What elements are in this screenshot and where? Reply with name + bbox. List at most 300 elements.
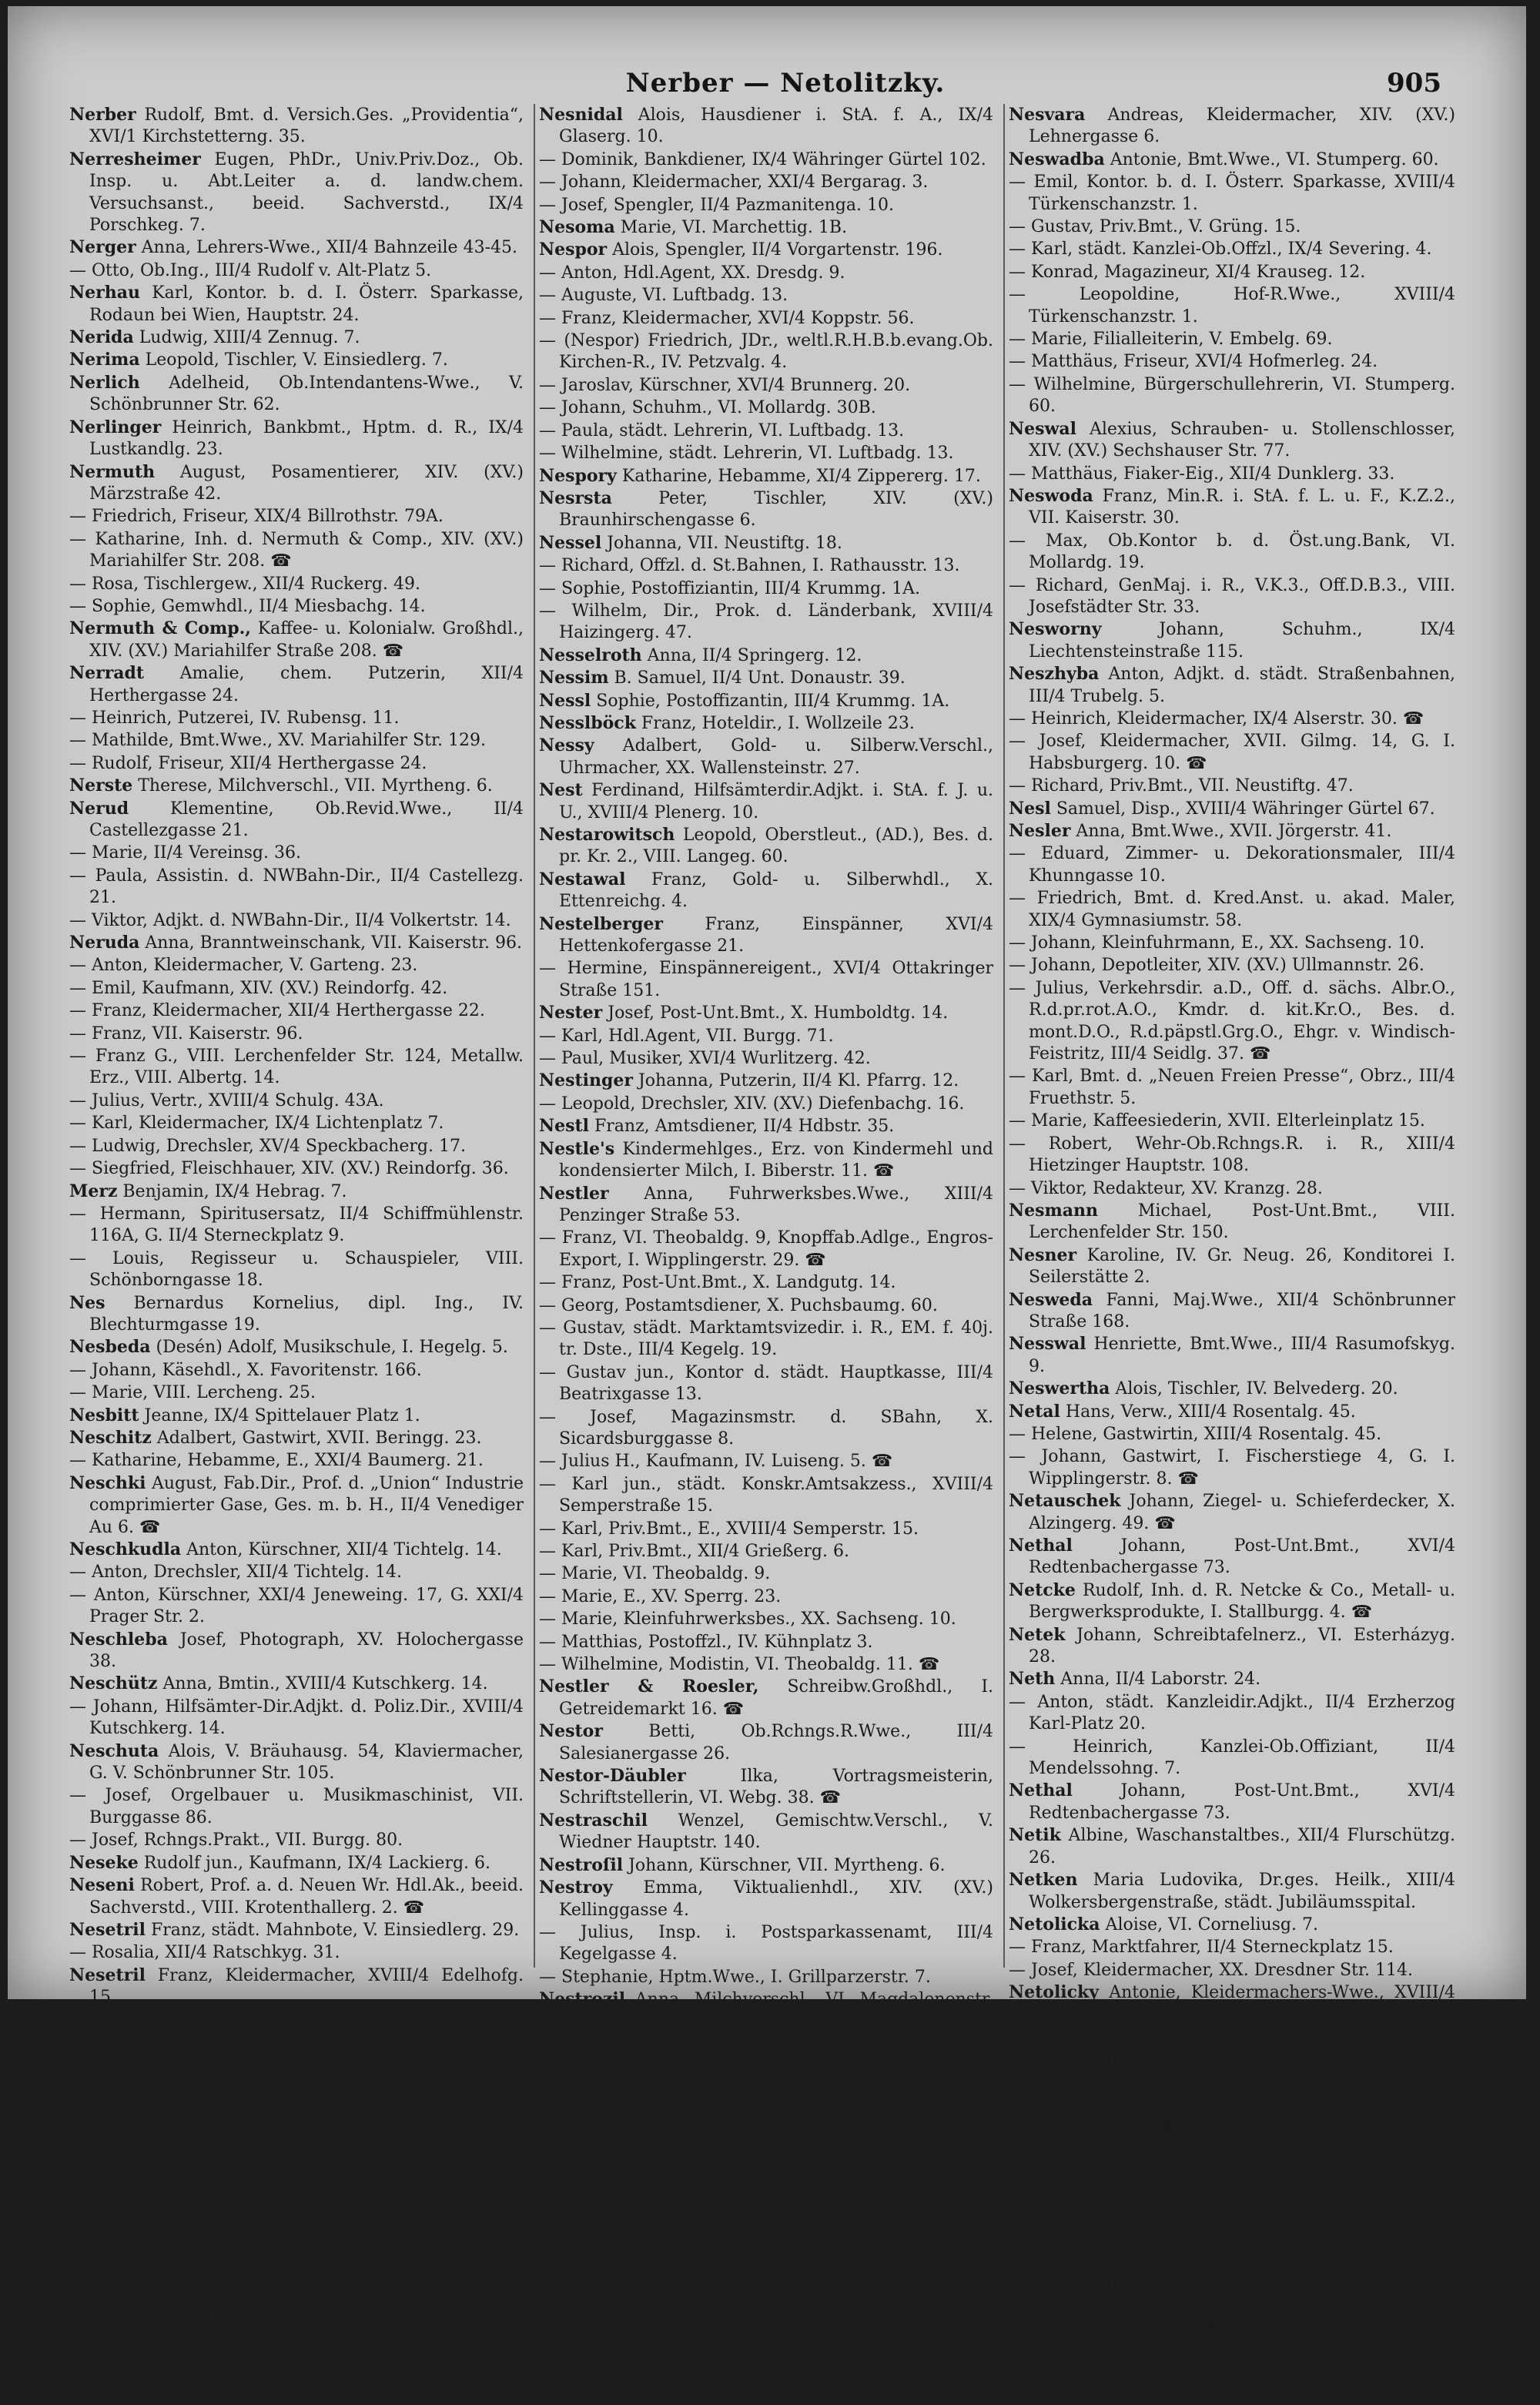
directory-entry bbox=[69, 1561, 524, 1583]
directory-entry bbox=[539, 1988, 993, 2033]
entry-details: — Stanislaus, Kanditenverschl., XX. Othmarg. 44. bbox=[1009, 2383, 1436, 2403]
directory-entry bbox=[69, 573, 524, 595]
entry-details: Franz, städt. Mahnbote, V. Einsiedlerg. 29. bbox=[145, 1920, 520, 1940]
entry-surname: Netolitzky bbox=[1009, 2161, 1106, 2182]
entry-details: — Johann jun., XIV. (XV.) Sechshauser Str. 68—70, Tapezierer- u. Sattlerzugehörverschl., XIV. (XV.) Braunhirscheng. 4. ☎ bbox=[1009, 2273, 1455, 2336]
entry-details: Franz, Hoteldir., I. Wollzeile 23. bbox=[635, 713, 915, 733]
entry-surname: Neschki bbox=[69, 1472, 146, 1493]
directory-entry bbox=[1009, 775, 1455, 797]
directory-entry bbox=[69, 1696, 524, 1740]
directory-entry bbox=[69, 1359, 524, 1382]
directory-entry bbox=[539, 1070, 993, 1092]
entry-details: — Max, Ob.Kontor b. d. Öst.ung.Bank, VI. Mollardg. 19. bbox=[1009, 531, 1455, 573]
entry-details: Franz, Amtsdiener, II/4 Hdbstr. 35. bbox=[589, 1117, 895, 1137]
directory-entry bbox=[69, 327, 524, 349]
entry-surname: Nesner bbox=[1009, 1244, 1077, 1265]
directory-entry bbox=[1009, 216, 1455, 238]
entry-surname: Nesbeda bbox=[69, 1337, 151, 1358]
entry-details: Johann, Kleidermacher, I. Stephansplatz 6. ☎ bbox=[559, 2057, 993, 2099]
directory-entry bbox=[1009, 2338, 1455, 2383]
directory-entry bbox=[1009, 373, 1455, 418]
entry-details: Johann, Post-Unt.Bmt., XVI/4 Redtenbachergasse 73. bbox=[1029, 1536, 1455, 1578]
directory-entry bbox=[1009, 1981, 1455, 2026]
entry-surname: Nestor bbox=[539, 1721, 603, 1742]
entry-surname: Nesworny bbox=[1009, 619, 1102, 640]
directory-entry bbox=[539, 171, 993, 193]
entry-details: — Otto, Ob.Ing., III/4 Rudolf v. Alt-Platz 5. bbox=[69, 260, 432, 280]
entry-surname: Neseke bbox=[69, 1852, 139, 1873]
directory-entry bbox=[539, 2145, 993, 2168]
entry-details: Albine, Waschanstaltbes., XII/4 Flurschützg. 26. bbox=[1029, 1826, 1455, 1867]
directory-entry bbox=[539, 690, 993, 712]
entry-details: Josefa, X. Erlachg. 124. bbox=[155, 2167, 362, 2187]
directory-entry bbox=[539, 397, 993, 419]
entry-surname: Nes bbox=[69, 1292, 105, 1313]
directory-entry bbox=[69, 1584, 524, 1629]
directory-entry bbox=[539, 1540, 993, 1563]
directory-entry bbox=[69, 798, 524, 842]
directory-entry bbox=[69, 1965, 524, 2009]
entry-details: — Marie, Filialleiterin, V. Embelg. 69. bbox=[1009, 330, 1333, 350]
directory-entry bbox=[539, 600, 993, 645]
entry-details: — Franz, VI. Theobaldg. 9, Knopffab.Adlge., Engros-Export, I. Wipplingerstr. 29. ☎ bbox=[539, 1228, 993, 1270]
entry-details: — Johann, XIII/4 Sechshauser Str. 89. bbox=[1009, 2027, 1333, 2047]
entry-surname: Nesiba bbox=[69, 2055, 135, 2075]
entry-surname: Neruda bbox=[69, 933, 140, 953]
entry-surname: Nerhau bbox=[69, 283, 140, 303]
directory-entry bbox=[539, 1765, 993, 1810]
directory-entry bbox=[539, 1966, 993, 1988]
directory-entry bbox=[1009, 932, 1455, 954]
entry-details: — Sophie, Gemwhdl., II/4 Miesbachg. 14. bbox=[69, 596, 426, 616]
directory-entry bbox=[1009, 1065, 1455, 1110]
entry-details: — Helene, Gastwirtin, XIII/4 Rosentalg. 45. bbox=[1009, 1424, 1382, 1444]
entry-surname: Nesmerak bbox=[69, 2212, 166, 2232]
directory-entry bbox=[69, 149, 524, 237]
entry-details: Josef, Photograph, XV. Holochergasse 38. bbox=[89, 1630, 524, 1672]
entry-surname: Nesetril bbox=[69, 1919, 146, 1940]
entry-surname: Nesswal bbox=[1009, 1334, 1086, 1355]
directory-entry bbox=[1009, 463, 1455, 485]
directory-entry bbox=[69, 1203, 524, 1248]
entry-surname: Nesbitt bbox=[69, 1405, 139, 1425]
directory-entry bbox=[539, 1138, 993, 1183]
entry-details: Anna, II/4 Laborstr. 24. bbox=[1055, 1670, 1261, 1690]
directory-entry bbox=[539, 1271, 993, 1294]
entry-details: — Anton, Kürschner, XXI/4 Jeneweing. 17, G. XXI/4 Prager Str. 2. bbox=[69, 1585, 524, 1627]
directory-entry bbox=[539, 1115, 993, 1137]
directory-entry bbox=[539, 1586, 993, 1608]
directory-entry bbox=[539, 1450, 993, 1472]
entry-details: — Karl, städt. Kanzlei-Ob.Offzl., IX/4 Severing. 4. bbox=[1009, 239, 1432, 260]
directory-entry bbox=[539, 1563, 993, 1585]
entry-details: Fritz, PhDr., Prof., Fachreferent d. StA. f. Volksern., V. Kl. Neug. 5. bbox=[1029, 2162, 1455, 2203]
directory-entry bbox=[69, 372, 524, 417]
directory-entry bbox=[69, 2189, 524, 2211]
entry-details: Alexius, Schrauben- u. Stollenschlosser, XIV. (XV.) Sechshauser Str. 77. bbox=[1029, 419, 1455, 461]
entry-details: — Dominik, Bankdiener, IX/4 Währinger Gürtel 102. bbox=[539, 149, 986, 169]
directory-entry bbox=[69, 236, 524, 259]
directory-entry bbox=[539, 1406, 993, 1451]
entry-details: — Georg, Postamtsdiener, X. Puchsbaumg. 60. bbox=[539, 1295, 938, 1315]
directory-entry bbox=[539, 2123, 993, 2145]
entry-surname: Nesladek bbox=[69, 2189, 157, 2209]
entry-details: — Matthias, Postoffzl., IV. Kühnplatz 3. bbox=[539, 1632, 873, 1652]
page-header bbox=[8, 68, 1526, 106]
entry-surname: Neschuta bbox=[69, 1740, 159, 1761]
entry-details: — Karl, Priv.Bmt., E., XVIII/4 Semperstr. 15. bbox=[539, 1519, 919, 1539]
entry-details: Eugen, PhDr., Univ.Priv.Doz., Ob. Insp. u. Abt.Leiter a. d. landw.chem. Versuchsanst., beeid. Sachverstd., IX/4 Porschkeg. 7. bbox=[89, 149, 524, 236]
entry-details: — Gustav, städt. Marktamtsvizedir. i. R., EM. f. 40j. tr. Dste., III/4 Kegelg. 19. bbox=[539, 1318, 993, 1360]
entry-details: Rudolf jun., Kaufmann, IX/4 Lackierg. 6. bbox=[138, 1853, 491, 1873]
entry-details: Johann, Schreibtafelnerz., VI. Esterházyg. 28. bbox=[1029, 1625, 1455, 1667]
entry-details: Ilka, Vortragsmeisterin, Schriftstellerin, VI. Webg. 38. ☎ bbox=[559, 1767, 993, 1808]
entry-details: Klementine, Ob.Revid.Wwe., II/4 Castellezgasse 21. bbox=[89, 799, 524, 840]
directory-entry bbox=[539, 1810, 993, 1854]
entry-details: Samuel, Disp., XVIII/4 Währinger Gürtel 67. bbox=[1050, 799, 1435, 819]
entry-surname: Neswal bbox=[1009, 418, 1077, 439]
entry-details: Rudolf, Bmt. d. Versich.Ges. „Providentia“, XVI/1 Kirchstetterng. 35. bbox=[89, 106, 524, 147]
entry-details: — Josef, Rchngs.Prakt., VII. Burgg. 80. bbox=[69, 1831, 403, 1851]
entry-surname: Nermuth bbox=[69, 461, 156, 482]
entry-details: Aloise, VI. Corneliusg. 7. bbox=[1100, 1914, 1318, 1934]
entry-details: — Rudolf, Friseur, XII/4 Herthergasse 24. bbox=[69, 753, 427, 773]
directory-entry bbox=[69, 1829, 524, 1851]
entry-details: — Viktor, Redakteur, XV. Kranzg. 28. bbox=[1009, 1178, 1323, 1198]
directory-entry bbox=[539, 2100, 993, 2122]
directory-entry bbox=[69, 1023, 524, 1045]
entry-surname: Nestrozil bbox=[539, 1989, 626, 2010]
entry-details: — Franz G., VIII. Lerchenfelder Str. 124, Metallw. Erz., VIII. Albertg. 14. bbox=[69, 1047, 524, 1088]
entry-details: Johann, Kammacher, XVIII/4 Plenerg. 15. bbox=[89, 2212, 524, 2254]
directory-entry bbox=[1009, 1333, 1455, 1378]
directory-entry bbox=[539, 2055, 993, 2100]
entry-surname: Nesler bbox=[1009, 821, 1071, 841]
entry-details: Katharine, Hebamme, XI/4 Zippererg. 17. bbox=[616, 466, 981, 486]
entry-surname: Nestuz bbox=[539, 2033, 605, 2054]
directory-entry bbox=[539, 957, 993, 1002]
entry-surname: Nestor-Däubler bbox=[539, 1766, 686, 1787]
directory-entry bbox=[539, 1362, 993, 1406]
entry-details: Franz, Kleidermacher, V. Jahng. 18. bbox=[156, 2189, 467, 2209]
entry-details: Betti, Ob.Rchngs.R.Wwe., III/4 Salesianergasse 26. bbox=[559, 1722, 993, 1764]
entry-surname: Netauschek bbox=[1009, 1491, 1121, 1512]
entry-details: — Richard, GenMaj. i. R., V.K.3., Off.D.B.3., VIII. Josefstädter Str. 33. bbox=[1009, 575, 1455, 617]
entry-details: — Paul, Musiker, XVI/4 Wurlitzerg. 42. bbox=[539, 1049, 871, 1069]
entry-details: Andreas, Kleidermacher, XIV. (XV.) Lehnergasse 6. bbox=[1029, 106, 1455, 147]
entry-details: — Karl, Gemischtw.Verschl., XX. Innstr. 1. bbox=[1009, 2050, 1369, 2070]
entry-details: Alois, Tischler, IV. Belvederg. 20. bbox=[1110, 1379, 1398, 1399]
entry-surname: Nessel bbox=[539, 532, 602, 553]
directory-entry bbox=[69, 1472, 524, 1539]
entry-surname: Nesvara bbox=[1009, 105, 1086, 125]
directory-entry bbox=[539, 149, 993, 171]
directory-entry bbox=[69, 2166, 524, 2188]
directory-entry bbox=[1009, 261, 1455, 283]
directory-entry bbox=[69, 2032, 524, 2054]
directory-entry bbox=[1009, 1624, 1455, 1669]
directory-entry bbox=[69, 1449, 524, 1472]
directory-entry bbox=[1009, 530, 1455, 574]
entry-details: — Julius, Verkehrsdir. a.D., Off. d. sächs. Albr.O., R.d.pr.rot.A.O., Kmdr. d. kit.Kr.O., Bes. d. mont.D.O., R.d.päpstl.Grg.O., Ehgr. v. Windisch-Feistritz, III/4 Seidlg. 37. ☎ bbox=[1009, 978, 1455, 1064]
entry-details: (Desén) Adolf, Musikschule, I. Hegelg. 5. bbox=[150, 1338, 508, 1358]
directory-entry bbox=[69, 260, 524, 282]
directory-entry bbox=[1009, 1110, 1455, 1132]
entry-details: — Josef, Magazinsmstr. d. SBahn, X. Sicardsburggasse 8. bbox=[539, 1407, 993, 1449]
directory-entry bbox=[539, 1854, 993, 1877]
directory-entry bbox=[539, 2033, 993, 2055]
entry-surname: Nesuta bbox=[539, 2056, 606, 2077]
directory-entry bbox=[539, 779, 993, 824]
entry-details: — Eduard, Zimmer- u. Dekorationsmaler, III/4 Khunngasse 10. bbox=[1009, 844, 1455, 886]
entry-details: — Katharine, Hebamme, E., XXI/4 Baumerg. 21. bbox=[69, 1451, 484, 1471]
directory-entry bbox=[539, 1295, 993, 1317]
directory-entry bbox=[69, 595, 524, 618]
directory-entry bbox=[1009, 1535, 1455, 1579]
entry-details: — Johann, Käsehdl., X. Favoritenstr. 166. bbox=[69, 1360, 422, 1380]
entry-details: Franz, Gold- u. Silberwhdl., X. Ettenreichg. 4. bbox=[559, 869, 993, 912]
directory-entry bbox=[539, 262, 993, 284]
directory-entry bbox=[539, 1025, 993, 1047]
directory-entry bbox=[1009, 1780, 1455, 1824]
entry-details: Ludwig, XIII/4 Zennug. 7. bbox=[133, 328, 360, 348]
entry-details: — Emil, Kaufmann, XIV. (XV.) Reindorfg. 42. bbox=[69, 978, 448, 998]
directory-column-1 bbox=[69, 104, 524, 2321]
entry-details: Emma, Viktualienhdl., XIV. (XV.) Kellinggasse 4. bbox=[559, 1878, 993, 1920]
directory-entry bbox=[1009, 708, 1455, 730]
entry-surname: Nestraschil bbox=[539, 1810, 648, 1831]
entry-surname: Netken bbox=[1009, 1870, 1078, 1891]
entry-details: — Johann, Kleidermacher, XXI/4 Bergarag. 3. bbox=[539, 173, 929, 193]
entry-details: — Marie, Kaffeesiederin, XVII. Elterleinplatz 15. bbox=[1009, 1111, 1425, 1131]
entry-surname: Neszhyba bbox=[1009, 664, 1100, 685]
directory-entry bbox=[1009, 954, 1455, 976]
entry-details: Johanna, Putzerin, II/4 Kl. Pfarrg. 12. bbox=[632, 1071, 959, 1091]
entry-details: — Louis, Regisseur u. Schauspieler, VIII. Schönborngasse 18. bbox=[69, 1248, 524, 1291]
directory-entry bbox=[69, 1852, 524, 1874]
directory-entry bbox=[69, 1629, 524, 1673]
entry-details: Kaffee- u. Kolonialw. Großhdl., XIV. (XV.) Mariahilfer Straße 208. ☎ bbox=[89, 619, 524, 661]
entry-details: Leopold, Oberstleut., (AD.), Bes. d. pr. Kr. 2., VIII. Langeg. 60. bbox=[559, 826, 993, 867]
entry-details: — Marie, E., XV. Sperrg. 23. bbox=[539, 1586, 782, 1606]
entry-details: Rudolf, Inh. d. R. Netcke & Co., Metall- u. Bergwerksprodukte, I. Stallburgg. 4. ☎ bbox=[1029, 1580, 1455, 1623]
entry-details: Johann, Tischler, XX. Karajang. 7. bbox=[134, 2055, 429, 2075]
entry-surname: Nestroſil bbox=[539, 1854, 624, 1875]
entry-details: — Hermann, Spiritusersatz, II/4 Schiffmühlenstr. 116A, G. II/4 Sterneckplatz 9. bbox=[69, 1204, 524, 1246]
directory-entry bbox=[539, 645, 993, 667]
entry-surname: Nesrsta bbox=[539, 487, 612, 508]
directory-entry bbox=[539, 104, 993, 149]
entry-details: August, Posamentierer, XIV. (XV.) Märzstraße 42. bbox=[89, 462, 524, 504]
entry-details: Franz, Min.R. i. StA. f. L. u. F., K.Z.2., VII. Kaiserstr. 30. bbox=[1029, 486, 1455, 528]
directory-entry bbox=[69, 842, 524, 864]
entry-details: August, Fab.Dir., Prof. d. „Union“ Industrie comprimierter Gase, Ges. m. b. H., II/4 Venediger Au 6. ☎ bbox=[89, 1473, 524, 1537]
directory-entry bbox=[539, 1473, 993, 1518]
directory-entry bbox=[69, 1382, 524, 1404]
entry-details: — Siegfried, Fleischhauer, XIV. (XV.) Reindorfg. 36. bbox=[69, 1159, 509, 1179]
entry-details: Franz, Amtsdiener, VIII. Albertg. 31. bbox=[152, 2010, 472, 2030]
directory-entry bbox=[69, 977, 524, 1000]
directory-entry bbox=[69, 2300, 524, 2323]
directory-entry bbox=[69, 865, 524, 909]
directory-entry bbox=[1009, 1289, 1455, 1334]
entry-surname: Neswoda bbox=[1009, 485, 1093, 506]
entry-details: Heinrich, Bankbmt., Hptm. d. R., IX/4 Lustkandlg. 23. bbox=[89, 417, 524, 460]
directory-entry bbox=[69, 707, 524, 729]
directory-column-2 bbox=[539, 104, 993, 2212]
directory-entry bbox=[539, 1317, 993, 1362]
entry-details: Stephan, Marktfahrer, XVI/4 Lambertgasse 9. bbox=[89, 2078, 524, 2120]
entry-details: Anton, Adjkt. d. städt. Straßenbahnen, III/4 Trubelg. 5. bbox=[1029, 665, 1455, 706]
entry-details: — Heinrich, Putzerei, IV. Rubensg. 11. bbox=[69, 708, 400, 728]
directory-entry bbox=[539, 465, 993, 487]
entry-details: — Julius H., Kaufmann, IV. Luiseng. 5. ☎ bbox=[539, 1452, 893, 1472]
entry-surname: Nerste bbox=[69, 775, 133, 796]
directory-entry bbox=[69, 1000, 524, 1022]
directory-entry bbox=[539, 1183, 993, 1228]
directory-entry bbox=[1009, 1133, 1455, 1177]
directory-entry bbox=[539, 1653, 993, 1676]
directory-entry bbox=[69, 2122, 524, 2166]
entry-details: — Viktor, Adjkt. d. NWBahn-Dir., II/4 Volkertstr. 14. bbox=[69, 910, 511, 930]
entry-surname: Neschitz bbox=[69, 1427, 152, 1448]
directory-entry bbox=[539, 1047, 993, 1070]
directory-entry bbox=[1009, 730, 1455, 775]
directory-entry bbox=[1009, 238, 1455, 260]
entry-surname: Nesweda bbox=[1009, 1289, 1093, 1310]
directory-entry bbox=[1009, 1869, 1455, 1914]
directory-entry bbox=[1009, 1490, 1455, 1535]
entry-details: Anna, II/4 Springerg. 12. bbox=[641, 645, 862, 665]
entry-details: Michael, Post-Unt.Bmt., VIII. Lerchenfelder Str. 150. bbox=[1029, 1201, 1455, 1243]
entry-details: Benjamin, IX/4 Hebrag. 7. bbox=[117, 1181, 347, 1201]
entry-details: — Johann, Schuhm., VI. Mollardg. 30B. bbox=[539, 398, 876, 418]
directory-entry bbox=[69, 104, 524, 149]
directory-entry bbox=[539, 239, 993, 261]
entry-surname: Netolicka bbox=[1009, 1914, 1100, 1934]
directory-entry bbox=[539, 1877, 993, 1921]
directory-entry bbox=[1009, 842, 1455, 887]
entry-details: — Marie, VIII. Lercheng. 25. bbox=[69, 1383, 316, 1403]
entry-surname: Netolitzky bbox=[1009, 2206, 1106, 2226]
entry-surname: Netolicky bbox=[1009, 1982, 1100, 2003]
entry-details: — Josef, Spengler, II/4 Pazmanitenga. 10. bbox=[539, 195, 894, 215]
entry-details: — Anton, Drechsler, XII/4 Tichtelg. 14. bbox=[69, 1563, 402, 1583]
directory-entry bbox=[69, 954, 524, 976]
entry-surname: Nerlich bbox=[69, 372, 140, 393]
directory-entry bbox=[1009, 328, 1455, 350]
directory-entry bbox=[1009, 1936, 1455, 1958]
directory-entry bbox=[69, 2211, 524, 2256]
entry-details: — Paula, Assistin. d. NWBahn-Dir., II/4 Castellezg. 21. bbox=[69, 866, 524, 908]
entry-details: Antonie, Bmt.Wwe., VI. Stumperg. 60. bbox=[1104, 149, 1439, 169]
directory-entry bbox=[539, 194, 993, 216]
entry-details: Alois, Hausdiener i. StA. f. A., IX/4 Glaserg. 10. bbox=[559, 106, 993, 147]
entry-details: — Jaroslav, Kürschner, XVI/4 Brunnerg. 20. bbox=[539, 375, 911, 395]
entry-details: — Rosalia, XII/4 Ratschkyg. 31. bbox=[69, 1943, 340, 1963]
entry-surname: Neschütz bbox=[69, 1673, 158, 1694]
entry-details: — Heinrich, Kleidermacher, IX/4 Alserstr. 30. ☎ bbox=[1009, 708, 1424, 729]
directory-entry bbox=[69, 282, 524, 327]
entry-details: Alois, Spengler, II/4 Vorgartenstr. 196. bbox=[607, 240, 943, 260]
directory-entry bbox=[69, 1112, 524, 1134]
directory-entry bbox=[69, 1874, 524, 1919]
entry-surname: Nestawal bbox=[539, 869, 626, 889]
entry-surname: Nesselroth bbox=[539, 645, 642, 665]
entry-surname: Nestler bbox=[539, 1183, 609, 1204]
entry-details: Anna, Lehrers-Wwe., XII/4 Bahnzeile 43-45. bbox=[136, 238, 517, 258]
entry-surname: Nesetril bbox=[69, 1965, 146, 1985]
directory-entry bbox=[1009, 485, 1455, 530]
directory-entry bbox=[69, 1784, 524, 1829]
entry-surname: Nermuth & Comp., bbox=[69, 618, 251, 639]
directory-entry bbox=[539, 735, 993, 779]
entry-surname: Nespory bbox=[539, 465, 617, 486]
entry-details: — Sophie, Postoffiziantin, III/4 Krummg. 1A. bbox=[539, 578, 921, 598]
directory-entry bbox=[69, 1336, 524, 1358]
entry-surname: Nesslböck bbox=[539, 712, 636, 733]
entry-details: — Marie, VI. Theobaldg. 9. bbox=[539, 1564, 771, 1584]
entry-details: — Karl, Schuhm., XIV. (XV.) Meiselstr. 52. bbox=[539, 2192, 896, 2212]
directory-entry bbox=[539, 442, 993, 464]
entry-details: — Heinrich, Kanzlei-Ob.Offiziant, II/4 Mendelssohng. 7. bbox=[1009, 1737, 1455, 1779]
entry-details: Anton, Kürschner, XII/4 Tichtelg. 14. bbox=[181, 1540, 502, 1559]
entry-details: — Karl, Hdl.Agent, VII. Burgg. 71. bbox=[539, 1026, 834, 1046]
directory-entry bbox=[69, 618, 524, 662]
entry-details: — Julius, Vertr., XVIII/4 Schulg. 43A. bbox=[69, 1090, 384, 1110]
directory-entry bbox=[69, 417, 524, 461]
entry-details: — Gustav, Priv.Bmt., V. Grüng. 15. bbox=[1009, 217, 1301, 237]
entry-surname: Nerber bbox=[69, 105, 136, 125]
directory-entry bbox=[1009, 283, 1455, 328]
entry-surname: Nesvadba bbox=[539, 2101, 631, 2122]
entry-details: Hans, Verw., XIII/4 Rosentalg. 45. bbox=[1060, 1402, 1356, 1422]
directory-entry bbox=[69, 2009, 524, 2032]
directory-entry bbox=[69, 909, 524, 932]
directory-entry bbox=[1009, 149, 1455, 171]
entry-surname: Nerradt bbox=[69, 663, 145, 684]
entry-details: Franz, Einspänner, XVI/4 Hettenkofergasse 21. bbox=[559, 914, 993, 956]
entry-surname: Nesnidal bbox=[539, 105, 623, 125]
entry-surname: Nespor bbox=[539, 239, 608, 260]
entry-details: Leopold, Tischler, V. Einsiedlerg. 7. bbox=[139, 350, 448, 370]
entry-surname: Nester bbox=[539, 1003, 603, 1023]
directory-entry bbox=[69, 752, 524, 775]
entry-surname: Nethal bbox=[1009, 1780, 1073, 1801]
entry-surname: Neskusyl bbox=[69, 2166, 156, 2187]
directory-entry bbox=[69, 1181, 524, 1203]
directory-entry bbox=[539, 1921, 993, 1966]
entry-details: Johann, Post-Unt.Bmt., XVI/4 Redtenbachergasse 73. bbox=[1029, 1781, 1455, 1823]
entry-surname: Neth bbox=[1009, 1669, 1056, 1690]
entry-details: — Karl, Bmt. d. „Neuen Freien Presse“, Obrz., III/4 Fruethstr. 5. bbox=[1009, 1067, 1455, 1108]
entry-surname: Nestle's bbox=[539, 1138, 615, 1159]
directory-entry bbox=[1009, 2138, 1455, 2160]
directory-entry bbox=[1009, 2205, 1455, 2271]
entry-surname: Nessy bbox=[539, 735, 594, 756]
directory-entry bbox=[539, 420, 993, 442]
entry-details: Ferdinand, Hilfsämterdir.Adjkt. i. StA. f. J. u. U., XVIII/4 Plenerg. 10. bbox=[559, 781, 993, 822]
entry-surname: Nesoma bbox=[539, 217, 615, 238]
directory-entry bbox=[1009, 1736, 1455, 1780]
directory-entry bbox=[1009, 171, 1455, 216]
directory-entry bbox=[69, 1292, 524, 1337]
entry-surname: Netcke bbox=[1009, 1579, 1076, 1600]
directory-entry bbox=[539, 712, 993, 735]
entry-details: — Matthäus, Friseur, XVI/4 Hofmerleg. 24. bbox=[1009, 352, 1378, 372]
directory-entry bbox=[539, 1608, 993, 1630]
directory-entry bbox=[1009, 798, 1455, 820]
